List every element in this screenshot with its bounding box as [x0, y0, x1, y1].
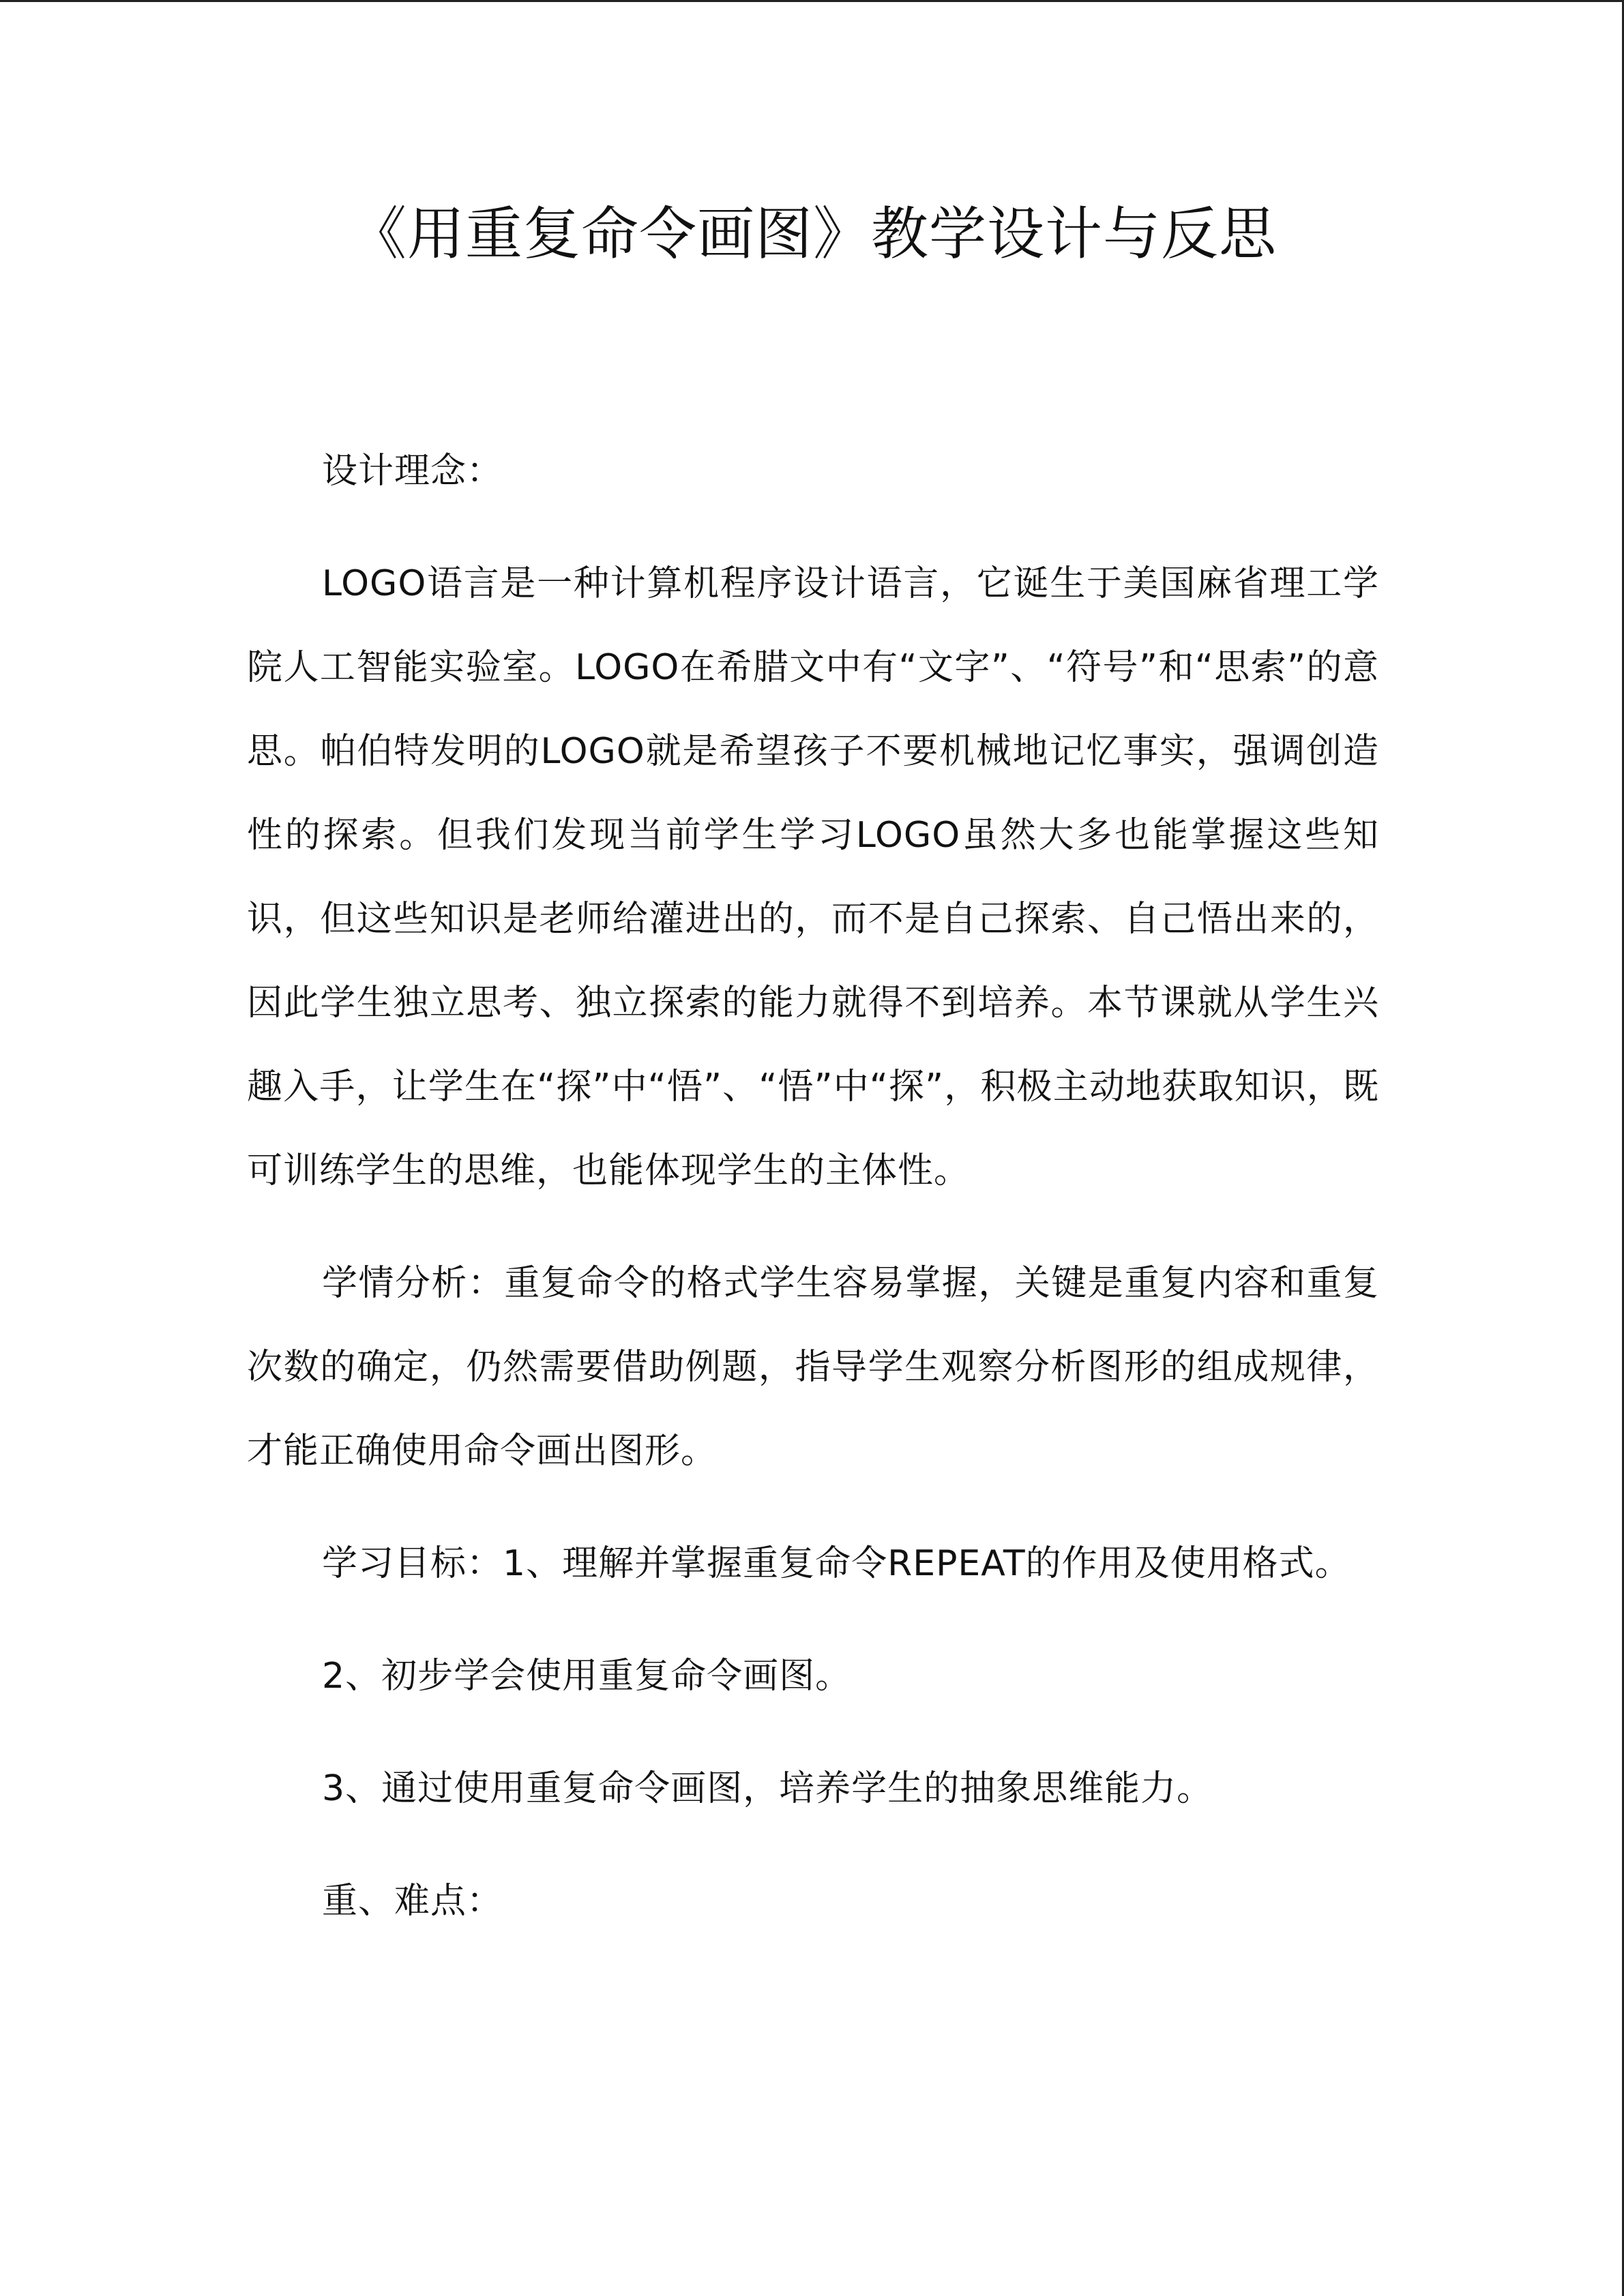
document-page — [247, 0, 1379, 2296]
paragraph-design-concept-heading: 设计理念： — [322, 451, 503, 492]
paragraph-key-points-heading: 重、难点： — [322, 1881, 503, 1922]
document-title: 《用重复命令画图》教学设计与反思 — [349, 200, 1277, 267]
document-body — [247, 430, 1379, 1943]
paragraph-learning-goal-2: 2、初步学会使用重复命令画图。 — [322, 1656, 852, 1697]
paragraph-learning-goal-3: 3、通过使用重复命令画图，培养学生的抽象思维能力。 — [322, 1768, 1213, 1809]
paragraph-learning-goal-1: 学习目标：1、理解并掌握重复命令REPEAT的作用及使用格式。 — [322, 1543, 1351, 1584]
paragraph-learning-analysis: 学情分析：重复命令的格式学生容易掌握，关键是重复内容和重复次数的确定，仍然需要借助例题，指导学生观察分析图形的组成规律，才能正确使用命令画出图形。 — [247, 1263, 1379, 1472]
paragraph-design-concept-body: LOGO语言是一种计算机程序设计语言，它诞生于美国麻省理工学院人工智能实验室。LOGO在希腊文中有“文字”、“符号”和“思索”的意思。帕伯特发明的LOGO就是希望孩子不要机械地记忆事实，强调创造性的探索。但我们发现当前学生学习LOGO虽然大多也能掌握这些知识，但这些知识是老师给灌进出的，而不是自己探索、自己悟出来的，因此学生独立思考、独立探索的能力就得不到培养。本节课就从学生兴趣入手，让学生在“探”中“悟”、“悟”中“探”，积极主动地获取知识，既可训练学生的思维，也能体现学生的主体性。 — [247, 563, 1379, 1191]
